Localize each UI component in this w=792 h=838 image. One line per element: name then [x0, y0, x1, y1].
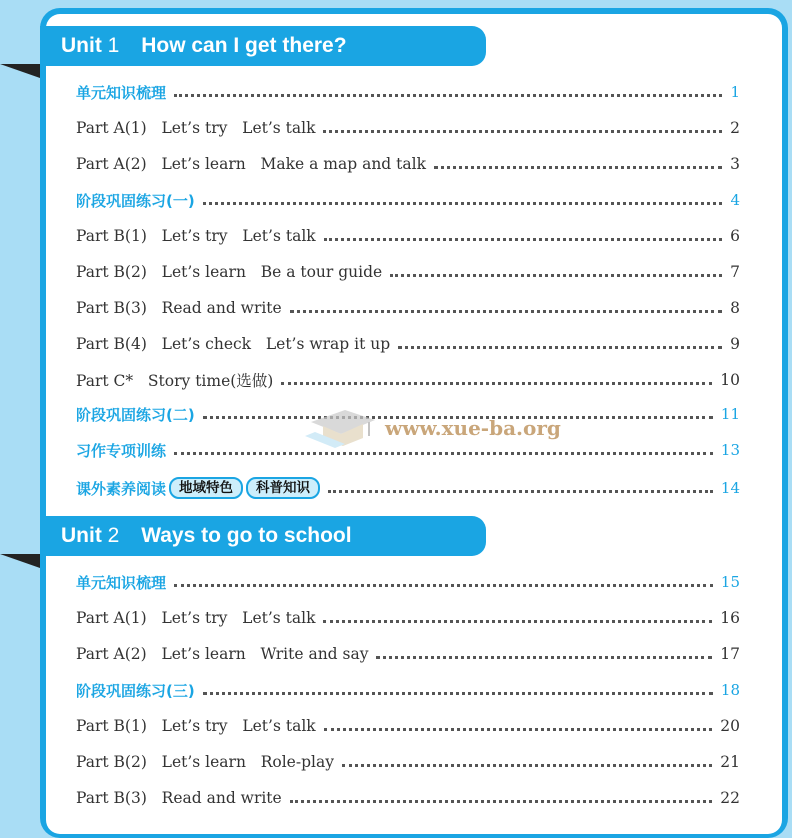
entry-label: 单元知识梳理: [76, 573, 167, 592]
entry-page: 15: [720, 573, 740, 591]
toc-entry[interactable]: [76, 750, 740, 774]
toc-entry[interactable]: [76, 116, 740, 140]
toc-entry[interactable]: [76, 188, 740, 212]
entry-page: 10: [720, 371, 740, 389]
dot-leader: [281, 382, 712, 385]
unit-label: Unit: [61, 524, 102, 547]
unit-label: Unit: [61, 34, 102, 57]
toc-entry[interactable]: [76, 476, 740, 500]
entry-label: Part A(1) Let’s try Let’s talk: [76, 609, 316, 627]
entry-label: 阶段巩固练习(一): [76, 191, 195, 210]
dot-leader: [323, 620, 712, 623]
entry-label: Part B(3) Read and write: [76, 299, 282, 317]
dot-leader: [434, 166, 722, 169]
entry-page: 9: [730, 335, 740, 353]
toc-entry[interactable]: [76, 152, 740, 176]
dot-leader: [398, 346, 722, 349]
entry-label: Part B(1) Let’s try Let’s talk: [76, 717, 316, 735]
tag-badge: 地域特色: [169, 477, 243, 499]
entry-label: 阶段巩固练习(二): [76, 405, 195, 424]
toc-entry[interactable]: [76, 786, 740, 810]
toc-entry[interactable]: [76, 80, 740, 104]
entry-label: 单元知识梳理: [76, 83, 167, 102]
banner-fold: [0, 64, 40, 78]
entry-page: 16: [720, 609, 740, 627]
dot-leader: [290, 310, 722, 313]
entry-label: 阶段巩固练习(三): [76, 681, 195, 700]
dot-leader: [174, 94, 722, 97]
dot-leader: [203, 692, 713, 695]
unit-1-banner: [40, 26, 486, 66]
watermark-text: www.xue-ba.org: [385, 416, 561, 440]
entry-label: Part A(2) Let’s learn Make a map and talk: [76, 155, 426, 173]
toc-entry[interactable]: [76, 678, 740, 702]
unit-2-banner: [40, 516, 486, 556]
unit-number: 2: [107, 524, 120, 547]
unit-title: How can I get there?: [141, 34, 347, 57]
dot-leader: [290, 800, 713, 803]
toc-entry[interactable]: [76, 368, 740, 392]
entry-label: 习作专项训练: [76, 441, 167, 460]
toc-entry[interactable]: [76, 642, 740, 666]
entry-label: Part B(2) Let’s learn Be a tour guide: [76, 263, 383, 281]
entry-label: Part B(3) Read and write: [76, 789, 282, 807]
entry-page: 20: [720, 717, 740, 735]
entry-label: Part A(2) Let’s learn Write and say: [76, 645, 369, 663]
dot-leader: [324, 728, 713, 731]
entry-page: 13: [720, 441, 740, 459]
entry-page: 1: [730, 83, 740, 101]
dot-leader: [203, 202, 722, 205]
entry-page: 8: [730, 299, 740, 317]
entry-label: Part B(1) Let’s try Let’s talk: [76, 227, 316, 245]
dot-leader: [328, 490, 713, 493]
entry-label: Part A(1) Let’s try Let’s talk: [76, 119, 316, 137]
toc-entry[interactable]: [76, 570, 740, 594]
entry-page: 14: [720, 479, 740, 497]
toc-entry[interactable]: [76, 296, 740, 320]
entry-page: 4: [730, 191, 740, 209]
toc-entry[interactable]: [76, 260, 740, 284]
watermark: [305, 396, 585, 456]
unit-number: 1: [107, 34, 120, 57]
entry-label: Part C* Story time(选做): [76, 372, 274, 390]
toc-entry[interactable]: [76, 332, 740, 356]
unit-title: Ways to go to school: [141, 524, 352, 547]
tag-badge: 科普知识: [246, 477, 320, 499]
dot-leader: [342, 764, 712, 767]
toc-entry[interactable]: [76, 224, 740, 248]
entry-page: 2: [730, 119, 740, 137]
dot-leader: [174, 584, 713, 587]
graduation-cap-icon: [305, 396, 381, 452]
entry-page: 17: [720, 645, 740, 663]
dot-leader: [390, 274, 722, 277]
entry-label: 课外素养阅读: [76, 479, 167, 498]
dot-leader: [323, 130, 722, 133]
dot-leader: [376, 656, 712, 659]
toc-entry[interactable]: [76, 606, 740, 630]
toc-entry[interactable]: [76, 714, 740, 738]
entry-page: 3: [730, 155, 740, 173]
entry-label: Part B(4) Let’s check Let’s wrap it up: [76, 335, 391, 353]
entry-page: 21: [720, 753, 740, 771]
entry-page: 22: [720, 789, 740, 807]
entry-page: 6: [730, 227, 740, 245]
banner-fold: [0, 554, 40, 568]
entry-page: 11: [720, 405, 740, 423]
entry-page: 18: [720, 681, 740, 699]
dot-leader: [324, 238, 722, 241]
entry-label: Part B(2) Let’s learn Role-play: [76, 753, 334, 771]
entry-page: 7: [730, 263, 740, 281]
